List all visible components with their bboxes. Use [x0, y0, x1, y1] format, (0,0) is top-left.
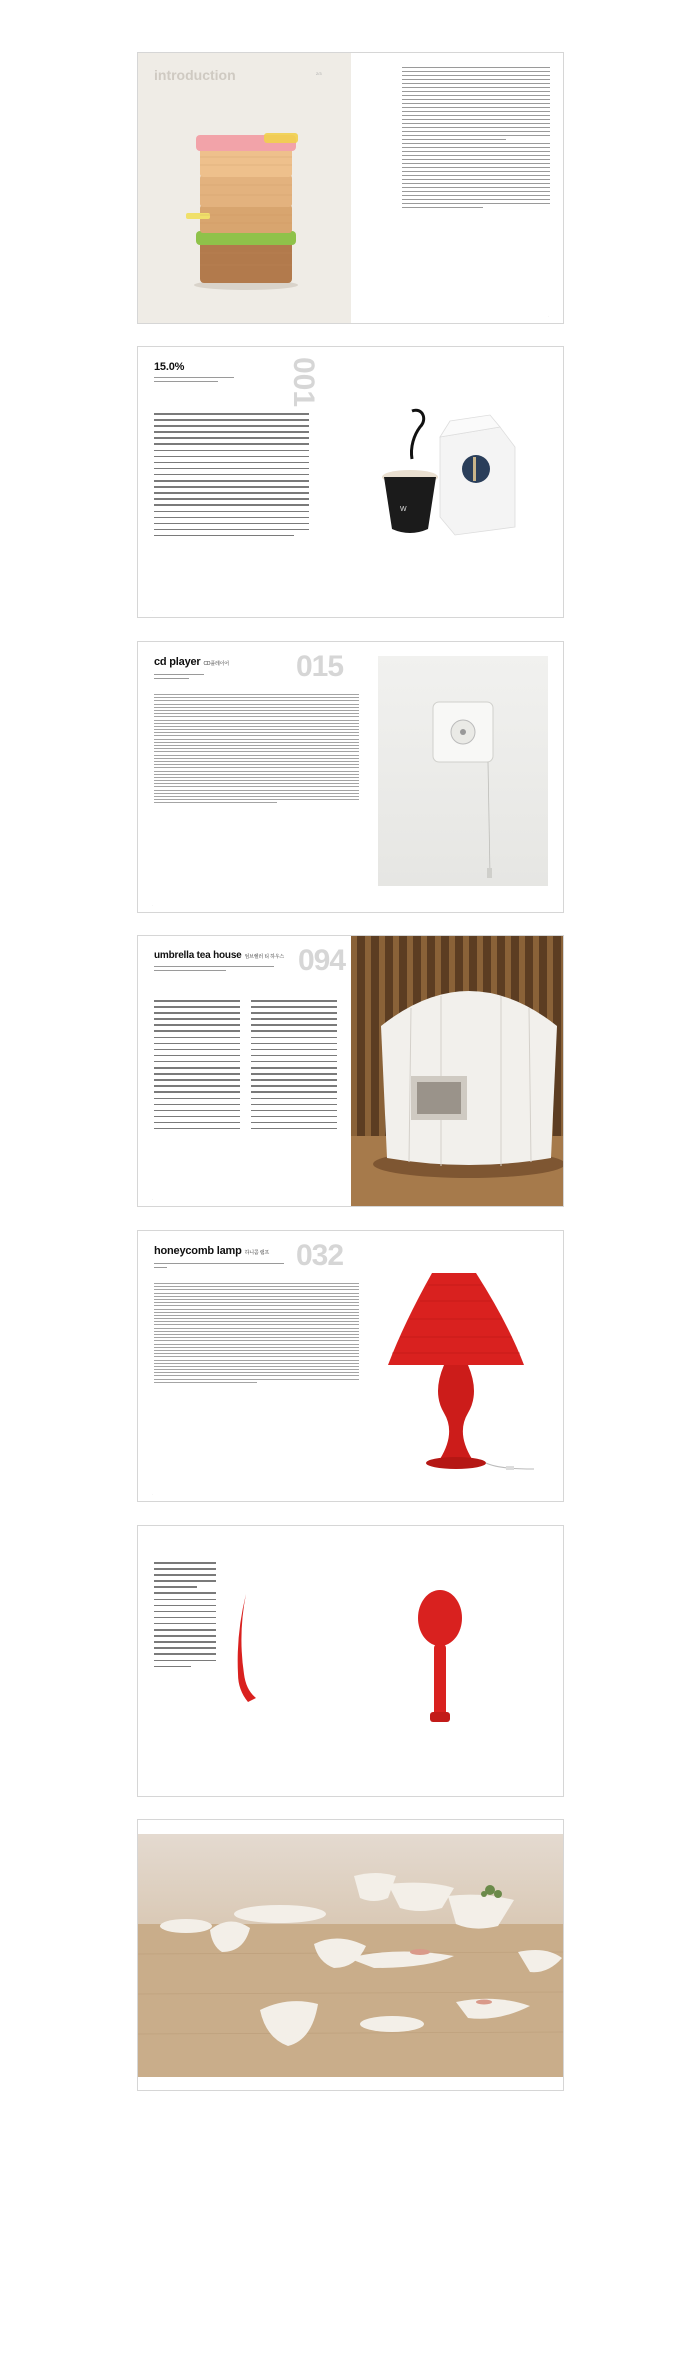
red-spoon-side-photo	[234, 1594, 264, 1704]
tableware-illustration	[138, 1834, 564, 2077]
page-number: ·	[152, 1492, 153, 1496]
article-body-text	[154, 413, 309, 541]
page-number: ·	[548, 314, 549, 318]
article-title	[154, 1245, 269, 1257]
ice-cream-cup-photo	[370, 407, 520, 547]
article-title-text: cd player	[154, 656, 201, 668]
article-title-korean: CD플레이어	[203, 661, 229, 667]
spread-red-spoon	[137, 1525, 564, 1797]
page-number: ·	[152, 1197, 153, 1201]
introduction-heading: introduction	[154, 67, 236, 83]
tea-house-illustration	[351, 936, 564, 1207]
spread-honeycomb-lamp	[137, 1230, 564, 1502]
article-title-korean: 엄브렐러 티 하우스	[244, 954, 284, 960]
spread-introduction	[137, 52, 564, 324]
article-subline	[154, 674, 204, 682]
spread-cd-player	[137, 641, 564, 913]
article-body-text	[154, 1283, 359, 1385]
article-body-col-2	[251, 1000, 337, 1134]
introduction-page-ref: 2/3	[316, 71, 322, 76]
cd-player-photo	[378, 656, 548, 886]
stacked-boxes-photo	[176, 113, 316, 293]
spread-umbrella-tea-house	[137, 935, 564, 1207]
page-number: ·	[152, 903, 153, 907]
red-spoon-front-photo	[416, 1588, 464, 1728]
article-title	[154, 950, 284, 961]
spread-15-percent	[137, 346, 564, 618]
article-subline	[154, 377, 234, 385]
svg-text:W: W	[400, 506, 407, 513]
article-number: 094	[298, 944, 346, 977]
red-lamp-photo	[388, 1273, 538, 1483]
article-number: 032	[296, 1239, 344, 1272]
article-body-col-1	[154, 1000, 240, 1134]
spread-tableware	[137, 1819, 564, 2091]
introduction-photo-panel	[138, 53, 351, 323]
article-title	[154, 656, 229, 668]
article-subline	[154, 966, 274, 974]
article-title-korean: 하니콤 램프	[244, 1250, 270, 1256]
article-number: 015	[296, 650, 344, 683]
article-subline	[154, 1263, 284, 1271]
page-number: ·	[152, 608, 153, 612]
article-body-text	[154, 1562, 216, 1672]
tableware-photo	[138, 1834, 564, 2077]
article-title-text: honeycomb lamp	[154, 1245, 242, 1257]
article-number: 001	[287, 357, 320, 408]
tea-house-photo	[351, 936, 564, 1207]
article-body-text	[154, 694, 359, 806]
article-title: 15.0%	[154, 361, 185, 373]
article-title-text: umbrella tea house	[154, 950, 242, 961]
introduction-body-text	[402, 67, 550, 211]
cd-player-illustration	[378, 656, 548, 886]
